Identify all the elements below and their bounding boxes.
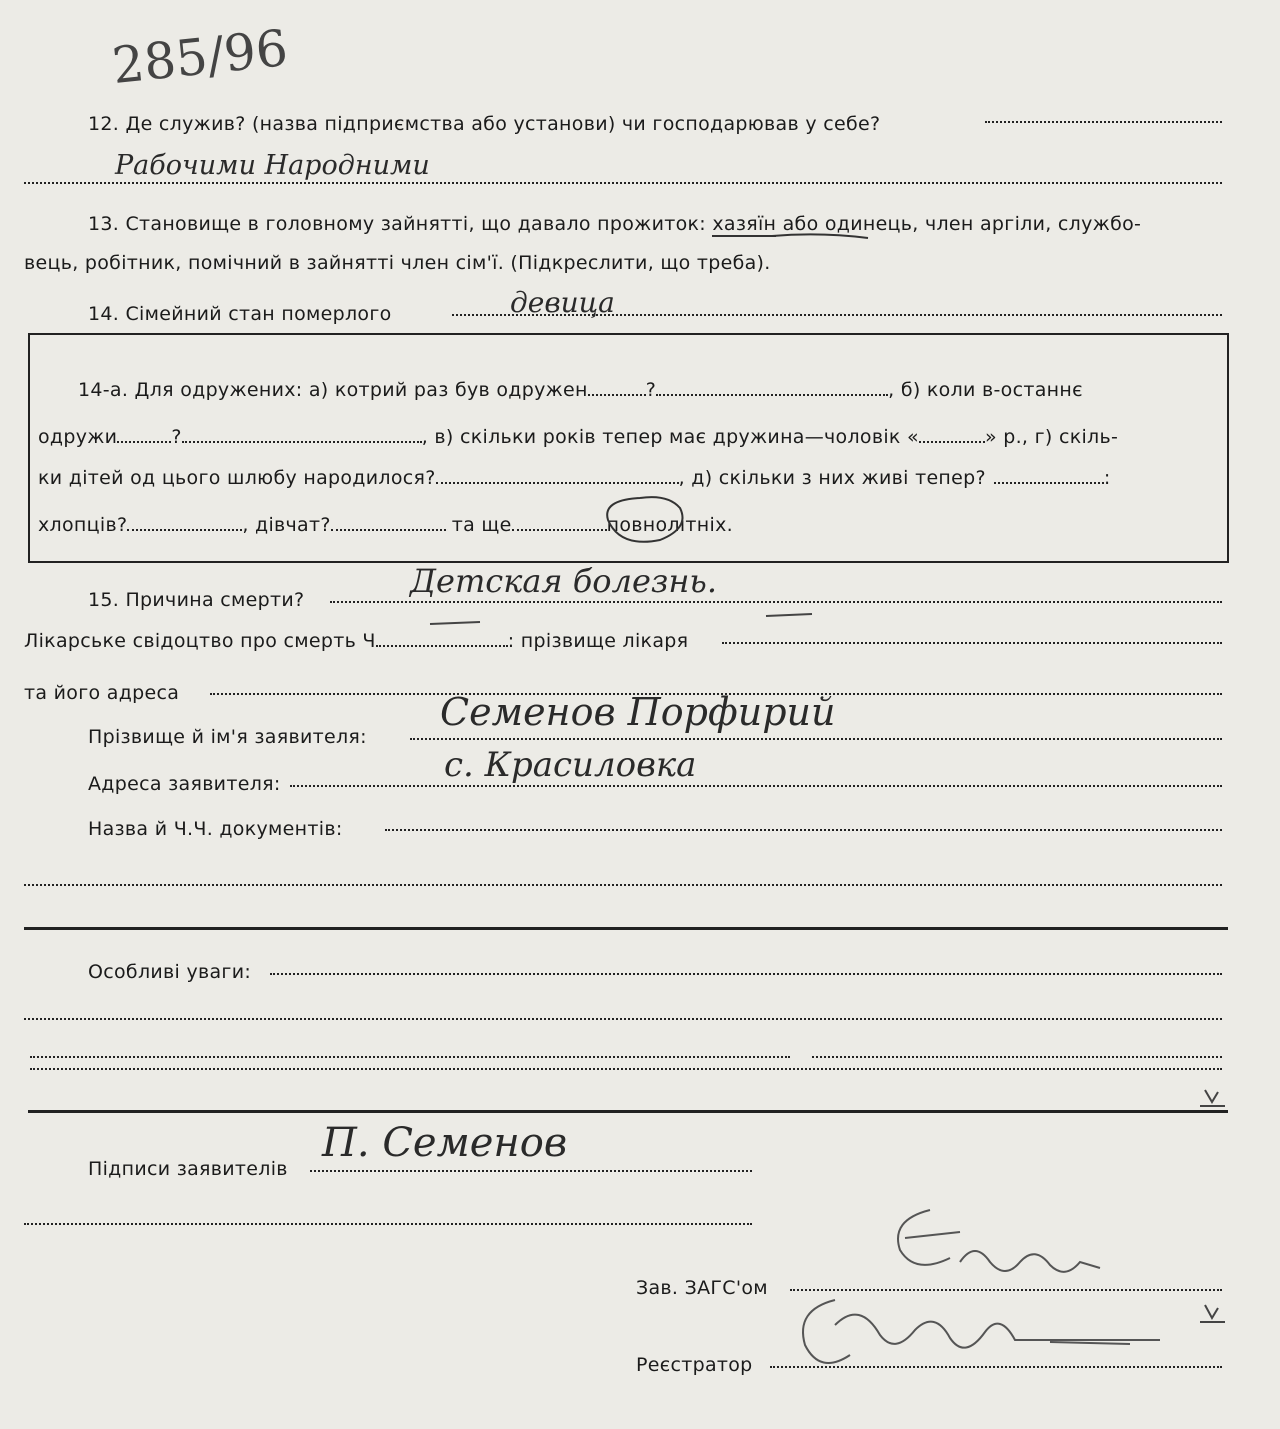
archive-number: 285/96 (109, 18, 291, 96)
q13-line1-text: 13. Становище в головному зайнятті, що давало прожиток: (88, 213, 706, 235)
doctor-address-label: та його адреса (24, 682, 180, 704)
head-signature-label: Зав. ЗАГС'ом (636, 1277, 768, 1299)
q14a-line1-b: ? (645, 379, 657, 401)
q14-label: 14. Сімейний стан померлого (88, 303, 392, 325)
registrar-signature-scribble (803, 1300, 1160, 1363)
q14a-line4-d: повнолітніх. (606, 514, 733, 536)
q14a-line3-b: , д) скільки з них живі тепер? (678, 467, 986, 489)
q14-answer: девица (510, 286, 615, 319)
q13-line1-rest: або одинець, член аргіли, службо- (782, 213, 1142, 235)
applicant-address-value: с. Красиловка (444, 745, 697, 785)
q14a-line3-a: ки дітей од цього шлюбу народилося? (38, 467, 436, 489)
q14a-line1-a: 14-а. Для одружених: а) котрий раз був одружен (78, 379, 588, 401)
q14a-line2-c: , в) скільки років тепер має дружина—чоловік « (421, 426, 919, 448)
q14a-line2-a: одружи (38, 426, 118, 448)
stray-loop-mark (607, 497, 682, 542)
doctor-cert-label: Лікарське свідоцтво про смерть Ч (24, 630, 376, 652)
applicant-address-label: Адреса заявителя: (88, 773, 281, 795)
q14a-line4-b: , дівчат? (242, 514, 331, 536)
q13-line2: вець, робітник, помічний в зайнятті член сім'ї. (Підкреслити, що треба). (24, 252, 771, 274)
q13-underlined-option: хазяїн (712, 213, 777, 235)
q14a-line1-c: , б) коли в-останнє (888, 379, 1083, 401)
q15-answer: Детская болезнь. (410, 562, 717, 600)
applicant-name-label: Прізвище й ім'я заявителя: (88, 726, 367, 748)
q14a-line2-d: » р., г) скіль- (984, 426, 1119, 448)
q14a-line2-b: ? (171, 426, 182, 448)
head-signature-scribble (898, 1210, 1100, 1272)
applicant-name-value: Семенов Порфирий (440, 690, 836, 734)
applicant-docs-label: Назва й Ч.Ч. документів: (88, 818, 343, 840)
q15-label: 15. Причина смерти? (88, 589, 305, 611)
applicant-signature-value: П. Семенов (322, 1120, 568, 1166)
q14a-line4-c: та ще (451, 514, 512, 536)
registrar-signature-label: Реєстратор (636, 1354, 753, 1376)
q12-answer: Рабочими Народними (115, 150, 430, 181)
q14a-line3-c: : (1103, 467, 1111, 489)
doctor-surname-label: : прізвище лікаря (507, 630, 689, 652)
remarks-label: Особливі уваги: (88, 961, 252, 983)
q12-label: 12. Де служив? (назва підприємства або установи) чи господарював у себе? (88, 113, 881, 135)
q14a-line4-a: хлопців? (38, 514, 128, 536)
applicant-signature-label: Підписи заявителів (88, 1158, 288, 1180)
